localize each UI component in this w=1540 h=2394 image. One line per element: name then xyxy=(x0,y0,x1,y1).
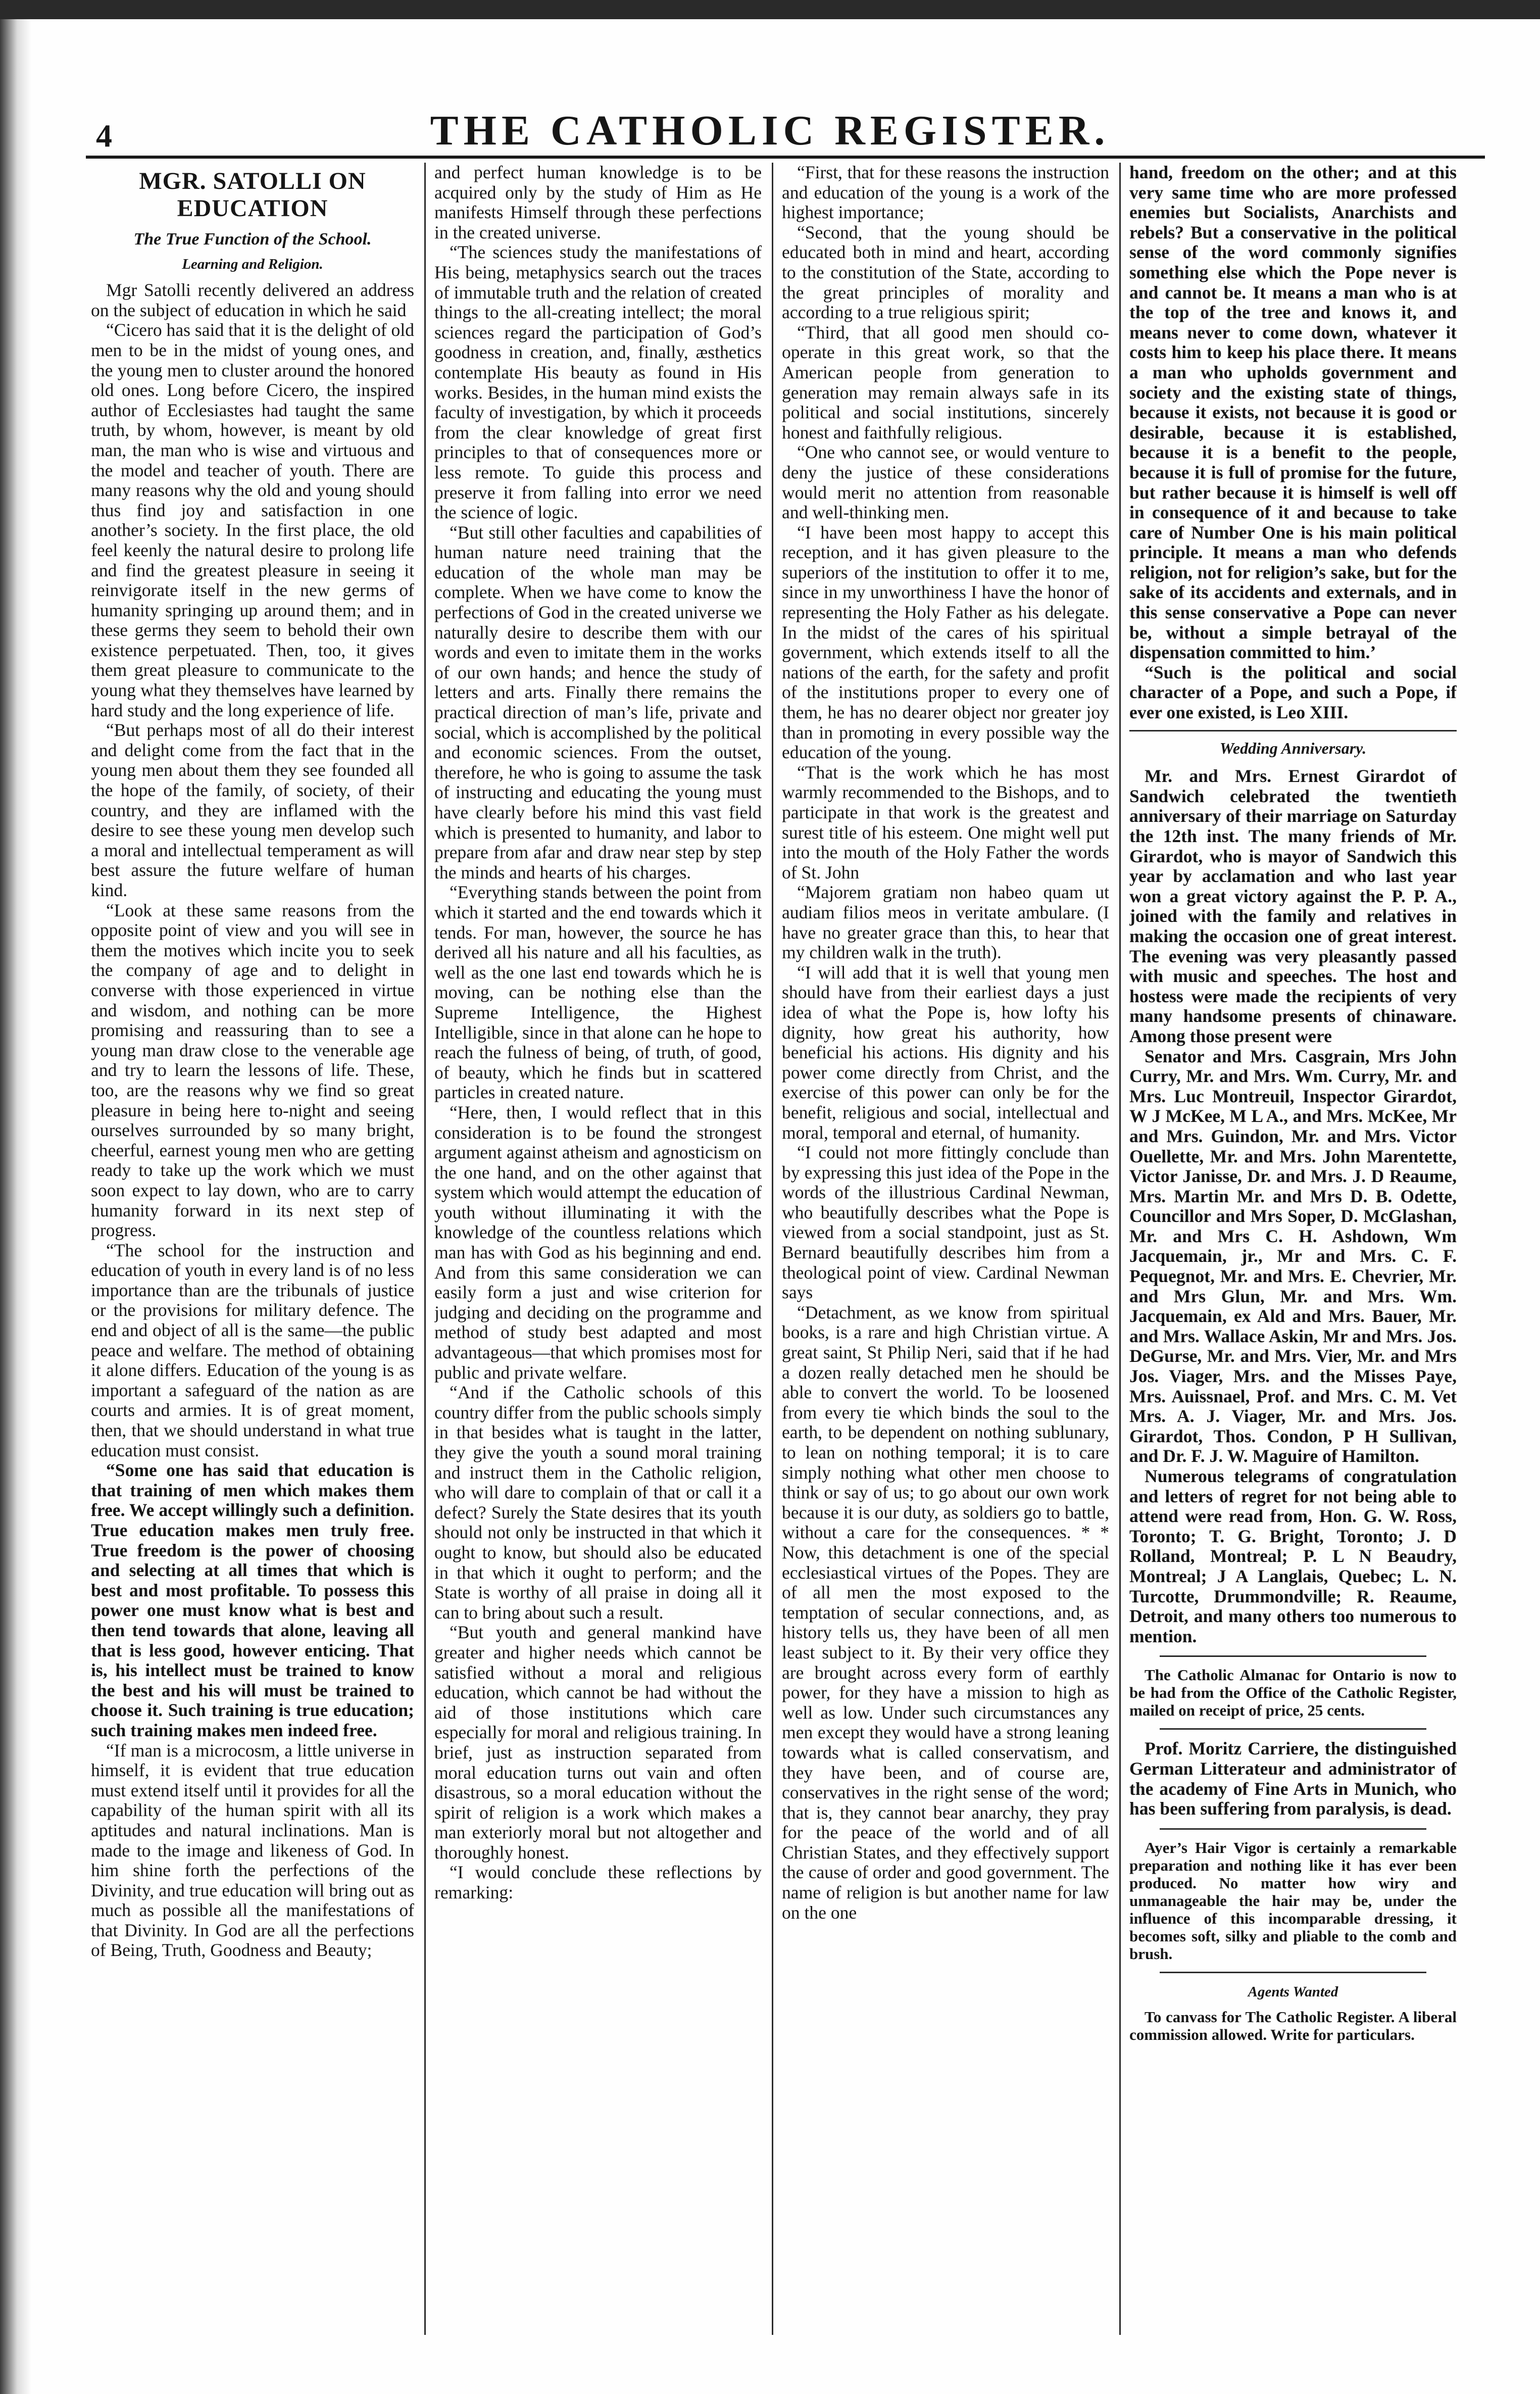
paragraph: “Cicero has said that it is the delight of old men to be in the midst of young ones, and the young men to cluster around the honored old ones. Long before Cicero, the inspired author of Ecclesiastes had taught the same truth, by whom, however, is meant by old man, the man who is wise and virtuous and the model and teacher of youth. There are many reasons why the old and young should thus find joy and satisfaction in one another’s society. In the first place, the old feel keenly the natural desire to prolong life and find the greatest pleasure in seeing it reinvigorate itself in the new germs of humanity springing up around them; and in these germs they seem to behold their own existence perpetuated. Then, too, it gives them great pleasure to communicate to the young what they themselves have learned by hard study and the long experience of life. xyxy=(91,320,414,720)
paragraph: “Second, that the young should be educated both in mind and heart, according to the constitution of the State, according to the great principles of morality and according to a true religious spirit; xyxy=(782,222,1109,323)
paragraph: “First, that for these reasons the instruction and education of the young is a work of the highest importance; xyxy=(782,163,1109,223)
section-divider xyxy=(1160,1655,1426,1657)
carriere-notice: Prof. Moritz Carriere, the distinguished German Litterateur and administrator of the academy of Fine Arts in Munich, who has been suffering from paralysis, is dead. xyxy=(1129,1738,1457,1819)
paragraph: “But perhaps most of all do their interest and delight come from the fact that in the young men about them they see founded all the hope of the family, of society, of their country, and they are inflamed with the desire to see these young men develop such a moral and intellectual temperament as will best assure the future welfare of human kind. xyxy=(91,720,414,900)
page-binding-edge xyxy=(0,19,31,2394)
paragraph: “I will add that it is well that young men should have from their earliest days a just idea of what the Pope is, how lofty his dignity, how great his authority, how beneficial his actions. His dignity and his power come directly from Christ, and the exercise of this power can only be for the benefit, religious and social, intellectual and moral, temporal and eternal, of humanity. xyxy=(782,962,1109,1143)
column-rule xyxy=(424,163,426,2335)
paragraph: “Some one has said that education is that training of men which makes them free. We accept willingly such a definition. True education makes men truly free. True freedom is the power of choosing and selecting at all times that which is best and most profitable. To possess this power one must know what is best and then tend towards that alone, leaving all that is less good, however enticing. That is, his intellect must be trained to know the best and his will must be trained to choose it. Such training is true education; such training makes men indeed free. xyxy=(91,1460,414,1740)
section-divider xyxy=(1160,1828,1426,1830)
paragraph: Mr. and Mrs. Ernest Girardot of Sandwich celebrated the twentieth anniversary of their marriage on Saturday the 12th inst. The many friends of Mr. Girardot, who is mayor of Sandwich this year by acclamation and who last year won a great victory against the P. P. A., joined with the family and relatives in making the occasion one of great interest. The evening was very pleasantly passed with music and speeches. The host and hostess were made the recipients of very many handsome presents of chinaware. Among those present were xyxy=(1129,766,1457,1046)
agents-notice: To canvass for The Catholic Register. A liberal commission allowed. Write for particulars. xyxy=(1129,2008,1457,2044)
paragraph: “Look at these same reasons from the opposite point of view and you will see in them the motives which incite you to seek the company of age and to delight in converse with those experienced in virtue and wisdom, and nothing can be more promising and reassuring than to see a young man draw close to the venerable age and try to learn the lessons of life. These, too, are the reasons why we find so great pleasure in being here to-night and seeing ourselves surrounded by so many bright, cheerful, earnest young men who are getting ready to take up the work which we must soon expect to lay down, who are to carry humanity forward in its next step of progress. xyxy=(91,900,414,1241)
column-1 xyxy=(91,163,414,2350)
paragraph: “The school for the instruction and education of youth in every land is of no less importance than are the tribunals of justice or the provisions for military defence. The end and object of all is the same—the public peace and welfare. The method of obtaining it alone differs. Education of the young is as important a safeguard of the nation as are courts and armies. It is of great moment, then, that we should understand in what true education must consist. xyxy=(91,1240,414,1460)
paragraph: “One who cannot see, or would venture to deny the justice of these considerations would merit no attention from reasonable and well-thinking men. xyxy=(782,442,1109,523)
paragraph: “I have been most happy to accept this reception, and it has given pleasure to the superiors of the institution to offer it to me, since in my unworthiness I have the honor of representing the Holy Father as his delegate. In the midst of the cares of his spiritual government, which extends itself to all the nations of the earth, for the safety and profit of the institutions proper to every one of them, he has no dearer object nor greater joy than in promoting in every possible way the education of the young. xyxy=(782,522,1109,763)
newspaper-title: THE CATHOLIC REGISTER. xyxy=(430,107,1110,154)
paragraph: “But youth and general mankind have greater and higher needs which cannot be satisfied without a moral and religious education, which cannot be had without the aid of those institutions which care especially for moral and religious training. In brief, just as instruction separated from moral education turns out vain and often disastrous, so a moral education without the spirit of religion is a work which makes a man exteriorly moral but not altogether and thoroughly honest. xyxy=(434,1622,762,1863)
agents-heading: Agents Wanted xyxy=(1248,1983,1338,2000)
column-rule xyxy=(772,163,773,2335)
paragraph: “Everything stands between the point from which it started and the end towards which it tends. For man, however, the source he has derived all his nature and all his faculties, as well as the one last end towards which he is moving, can be nothing else than the Supreme Intelligence, the Highest Intelligible, since in that alone can he hope to reach the fulness of being, of truth, of good, of beauty, which he finds but in scattered particles in created nature. xyxy=(434,882,762,1103)
column-2 xyxy=(434,163,762,2350)
page-top-border xyxy=(0,0,1540,19)
paragraph: “If man is a microcosm, a little universe in himself, it is evident that true education must extend itself until it provides for all the capability of the human spirit with all its aptitudes and natural inclinations. Man is made to the image and likeness of God. In him shine forth the perfections of the Divinity, and true education will bring out as much as possible all the manifestations of that Divinity. In God are all the perfections of Being, Truth, Goodness and Beauty; xyxy=(91,1740,414,1961)
paragraph: “And if the Catholic schools of this country differ from the public schools simply in that besides what is taught in the latter, they give the youth a sound moral training and instruct them in the Catholic religion, who will dare to complain of that or call it a defect? Surely the State desires that its youth should not only be instructed in that which it ought to know, but should also be educated in that which it ought to perform; and the State is worthy of all praise in doing all it can to bring about such a result. xyxy=(434,1382,762,1623)
masthead-rule xyxy=(86,156,1485,159)
almanac-notice: The Catholic Almanac for Ontario is now to be had from the Office of the Catholic Register, mailed on receipt of price, 25 cents. xyxy=(1129,1666,1457,1720)
section-divider xyxy=(1160,1728,1426,1730)
paragraph: and perfect human knowledge is to be acquired only by the study of Him as He manifests Himself through these perfections in the created universe. xyxy=(434,163,762,242)
paragraph: “I could not more fittingly conclude than by expressing this just idea of the Pope in the words of the illustrious Cardinal Newman, who beautifully describes what the Pope is viewed from a social standpoint, just as St. Bernard beautifully describes him from a theological point of view. Cardinal Newman says xyxy=(782,1142,1109,1303)
paragraph: Mgr Satolli recently delivered an address on the subject of education in which he said xyxy=(91,280,414,320)
paragraph: hand, freedom on the other; and at this very same time who are more professed enemies but Socialists, Anarchists and rebels? But a conservative in the political sense of the word commonly signifies something else which the Pope never is and cannot be. It means a man who is at the top of the tree and knows it, and means never to come down, whatever it costs him to keep his place there. It means a man who upholds government and society and the existing state of things, because it exists, not because it is good or desirable, because it is established, because it is a benefit to the people, because it is full of promise for the future, but rather because it is himself is well off in consequence of it and because to take care of Number One is his main political principle. It means a man who defends religion, not for religion’s sake, but for the sake of its accidents and externals, and in this sense conservative a Pope can never be, without a simple betrayal of the dispensation committed to him.’ xyxy=(1129,163,1457,663)
page-number: 4 xyxy=(96,118,112,154)
paragraph: Senator and Mrs. Casgrain, Mrs John Curry, Mr. and Mrs. Wm. Curry, Mr. and Mrs. Luc Montreuil, Inspector Girardot, W J McKee, M L A., and Mrs. McKee, Mr and Mrs. Guindon, Mr. and Mrs. Victor Ouellette, Mr. and Mrs. John Marentette, Victor Janisse, Dr. and Mrs. J. D Reaume, Mrs. Martin Mr. and Mrs D. B. Odette, Councillor and Mrs Soper, D. McGlashan, Mr. and Mrs C. H. Ashdown, Wm Jacquemain, jr., Mr and Mrs. C. F. Pequegnot, Mr. and Mrs. E. Chevrier, Mr. and Mrs Glun, Mr. and Mrs. Wm. Jacquemain, ex Ald and Mrs. Bauer, Mr. and Mrs. Wallace Askin, Mr and Mrs. Jos. DeGurse, Mr. and Mrs. Vier, Mr. and Mrs Jos. Viager, Mrs. and the Misses Paye, Mrs. Auissnael, Prof. and Mrs. C. M. Vet Mrs. A. J. Viager, Mr. and Mrs. Jos. Girardot, Thos. Condon, P H Sullivan, and Dr. F. J. W. Maguire of Hamilton. xyxy=(1129,1046,1457,1467)
article-subhead: The True Function of the School. xyxy=(133,230,372,249)
paragraph: “The sciences study the manifestations of His being, metaphysics search out the traces of immutable truth and the relation of created things to the all-creating intellect; the moral sciences regard the participation of God’s goodness in creation, and, finally, æsthetics contemplate His beauty as found in His works. Besides, in the human mind exists the faculty of investigation, by which it proceeds from the clear knowledge of great first principles to that of consequences more or less remote. To guide this process and preserve it from falling into error we need the science of logic. xyxy=(434,242,762,523)
paragraph: “Detachment, as we know from spiritual books, is a rare and high Christian virtue. A great saint, St Philip Neri, said that if he had a dozen really detached men he should be able to convert the world. To be loosened from every tie which binds the soul to the earth, to be dependent on nothing sublunary, to lean on nothing temporal; it is to care simply nothing what other men choose to think or say of us; to go about our own work because it is our duty, as soldiers go to battle, without a care for the consequences. * * Now, this detachment is one of the special ecclesiastical virtues of the Popes. They are of all men the most exposed to the temptation of secular connections, and, as history tells us, they have been of all men least subject to it. By their very office they are brought across every form of earthly power, for they have a mission to high as well as low. Under such circumstances any men except they would have a strong leaning towards what is called conservatism, and they have been, and of course are, conservatives in the right sense of the word; that is, they cannot bear anarchy, they pray for the peace of the world and of all Christian States, and they effectively support the cause of order and good government. The name of religion is but another name for law on the one xyxy=(782,1302,1109,1923)
paragraph: “Third, that all good men should co-operate in this great work, so that the American people from generation to generation may remain always safe in its political and social institutions, sincerely honest and faithfully religious. xyxy=(782,322,1109,443)
section-divider xyxy=(1160,1972,1426,1973)
paragraph: “I would conclude these reflections by remarking: xyxy=(434,1862,762,1903)
paragraph: “That is the work which he has most warmly recommended to the Bishops, and to participate in that work is the greatest and surest title of his esteem. One might well put into the mouth of the Holy Father the words of St. John xyxy=(782,762,1109,883)
paragraph: “Majorem gratiam non habeo quam ut audiam filios meos in veritate ambulare. (I have no greater grace than this, to hear that my children walk in the truth). xyxy=(782,882,1109,963)
anniversary-heading: Wedding Anniversary. xyxy=(1219,739,1367,757)
article-subhead-secondary: Learning and Religion. xyxy=(182,256,323,272)
paragraph: “But still other faculties and capabilities of human nature need training that the education of the whole man may be complete. When we have come to know the perfections of God in the created universe we naturally desire to describe them with our words and even to imitate them in the works of our own hands; and hence the study of letters and arts. Finally there remains the practical direction of man’s life, private and social, which is accomplished by the political and economic sciences. From the outset, therefore, he who is going to assume the task of instructing and educating the young must have clearly before his mind this vast field which is presented to humanity, and labor to prepare from afar and draw near step by step the minds and hearts of his charges. xyxy=(434,522,762,883)
column-3 xyxy=(782,163,1109,2350)
column-rule xyxy=(1119,163,1121,2335)
ayer-advertisement: Ayer’s Hair Vigor is certainly a remarkable preparation and nothing like it has ever been produced. No matter how wiry and unmanageable the hair may be, under the influence of this incomparable dressing, it becomes soft, silky and pliable to the comb and brush. xyxy=(1129,1838,1457,1963)
paragraph: Numerous telegrams of congratulation and letters of regret for not being able to attend were read from, Hon. G. W. Ross, Toronto; T. G. Bright, Toronto; J. D Rolland, Montreal; P. L N Beaudry, Montreal; J A Langlais, Quebec; L. N. Turcotte, Drummondville; R. Reaume, Detroit, and many others too numerous to mention. xyxy=(1129,1466,1457,1646)
paragraph: “Such is the political and social character of a Pope, and such a Pope, if ever one existed, is Leo XIII. xyxy=(1129,662,1457,723)
article-headline: MGR. SATOLLI ON EDUCATION xyxy=(139,168,366,222)
paragraph: “Here, then, I would reflect that in this consideration is to be found the strongest argument against atheism and agnosticism on the one hand, and on the other against that system which would attempt the education of youth without illuminating it with the knowledge of the countless relations which man has with God as his beginning and end. And from this same consideration we can easily form a just and wise criterion for judging and deciding on the programme and method of study best adapted and most advantageous—that which promises most for public and private welfare. xyxy=(434,1102,762,1383)
section-divider xyxy=(1129,730,1457,731)
column-4 xyxy=(1129,163,1457,2350)
